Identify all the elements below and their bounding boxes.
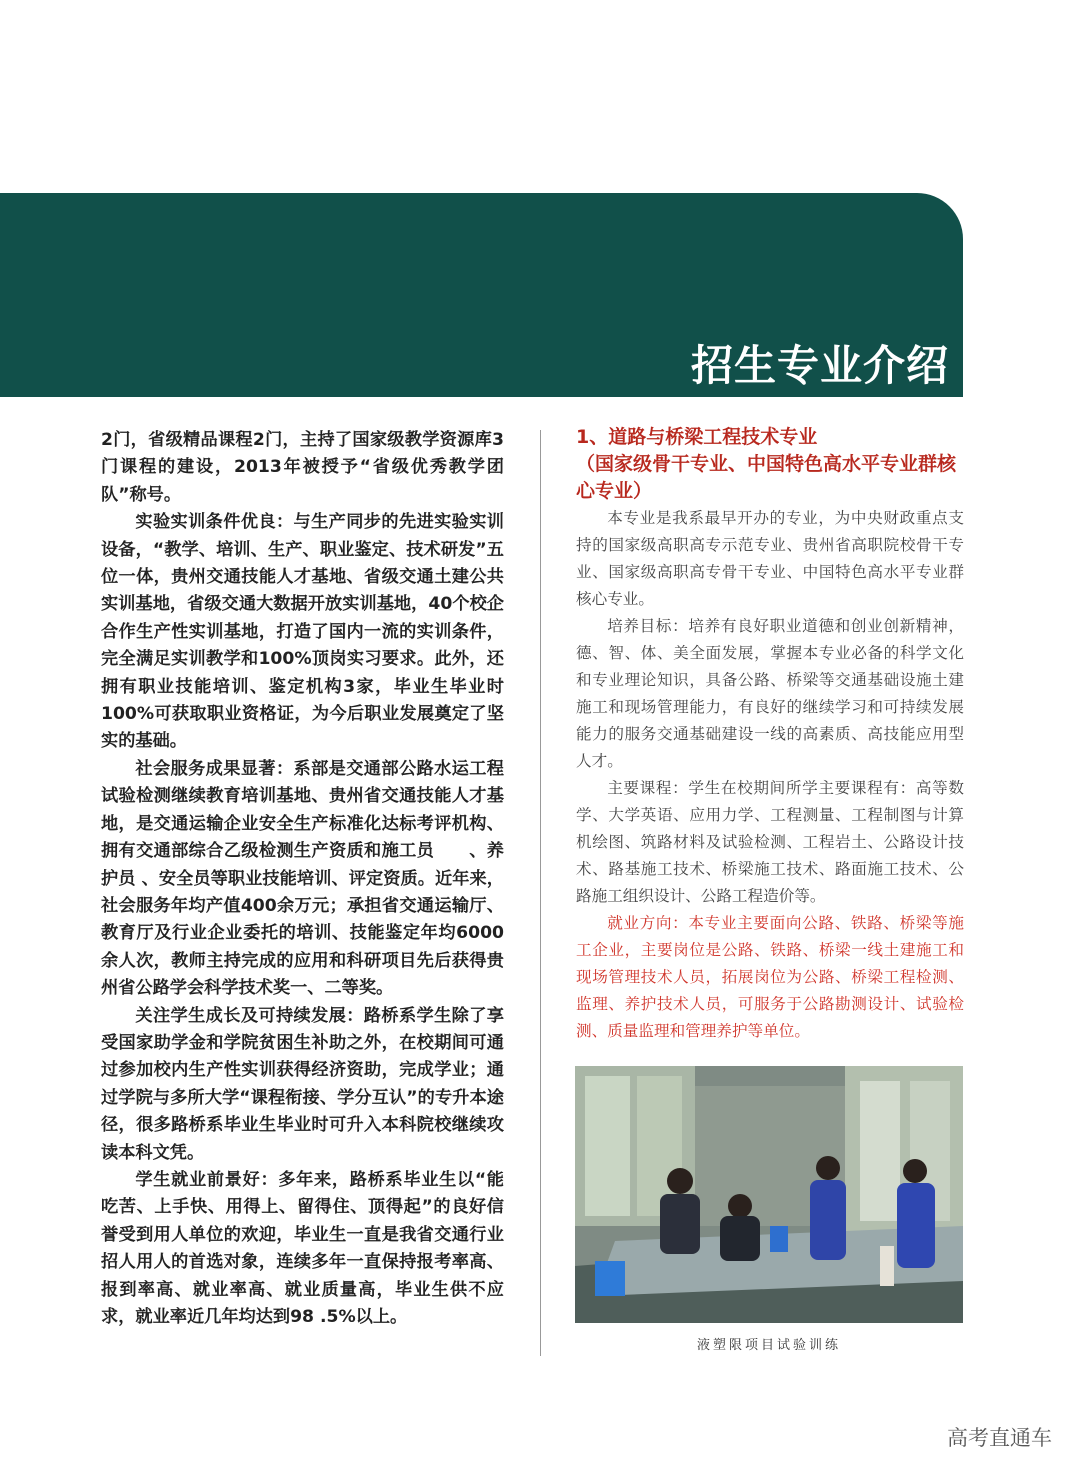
paragraph-employment-prospects: 学生就业前景好：多年来，路桥系毕业生以“能吃苦、上手快、用得上、留得住、顶得起”的良好信誉受到用人单位的欢迎，毕业生一直是我省交通行业招人用人的首选对象，连续多年一直保持报考率高、报到率高、就业率高、就业质量高，毕业生供不应求，就业率近几年均达到98 .5%以上。 xyxy=(101,1169,504,1327)
major-subtitle: （国家级骨干专业、中国特色高水平专业群核心专业） xyxy=(576,453,957,502)
watermark: 高考直通车 xyxy=(947,1426,1052,1450)
paragraph-career: 就业方向：本专业主要面向公路、铁路、桥梁等施工企业，主要岗位是公路、铁路、桥梁一线土建施工和现场管理技术人员，拓展岗位为公路、桥梁工程检测、监理、养护技术人员，可服务于公路勘测设计、试验检测、质量监理和管理养护等单位。 xyxy=(576,914,964,1040)
paragraph-goals: 培养目标：培养有良好职业道德和创业创新精神，德、智、体、美全面发展，掌握本专业必备的科学文化和专业理论知识，具备公路、桥梁等交通基础设施土建施工和现场管理能力，有良好的继续学习和可持续发展能力的服务交通基础建设一线的高素质、高技能应用型人才。 xyxy=(576,617,964,770)
paragraph-training-conditions: 实验实训条件优良：与生产同步的先进实验实训设备，“教学、培训、生产、职业鉴定、技术研发”五位一体，贵州交通技能人才基地、省级交通土建公共实训基地，省级交通大数据开放实训基地，40个校企合作生产性实训基地，打造了国内一流的实训条件，完全满足实训教学和100%顶岗实习要求。此外，还拥有职业技能培训、鉴定机构3家，毕业生毕业时100%可获取职业资格证，为今后职业发展奠定了坚实的基础。 xyxy=(101,512,504,752)
banner-title: 招生专业介绍 xyxy=(690,341,949,390)
paragraph-social-service: 社会服务成果显著：系部是交通部公路水运工程试验检测继续教育培训基地、贵州省交通技能人才基地，是交通运输企业安全生产标准化达标考评机构、拥有交通部综合乙级检测生产资质和施工员 、养护员 、安全员等职业技能培训、评定资质。近年来，社会服务年均产值400余万元；承担省交通运输厅、教育厅及行业企业委托的培训、技能鉴定年均6000余人次，教师主持完成的应用和科研项目先后获得贵州省公路学会科学技术奖一、二等奖。 xyxy=(101,758,504,999)
paragraph-intro: 本专业是我系最早开办的专业，为中央财政重点支持的国家级高职高专示范专业、贵州省高职院校骨干专业、国家级高职高专骨干专业、中国特色高水平专业群核心专业。 xyxy=(576,509,964,608)
paragraph-courses: 主要课程：学生在校期间所学主要课程有：高等数学、大学英语、应用力学、工程测量、工程制图与计算机绘图、筑路材料及试验检测、工程岩土、公路设计技术、路基施工技术、桥梁施工技术、路面施工技术、公路施工组织设计、公路工程造价等。 xyxy=(576,779,964,905)
photo-caption: 液塑限项目试验训练 xyxy=(696,1338,841,1353)
lab-training-photo xyxy=(575,1066,963,1323)
right-column xyxy=(576,424,964,1045)
paragraph-team: 2门，省级精品课程2门，主持了国家级教学资源库3门课程的建设，2013年被授予“省级优秀教学团队”称号。 xyxy=(101,430,504,505)
paragraph-student-growth: 关注学生成长及可持续发展：路桥系学生除了享受国家助学金和学院贫困生补助之外，在校期间可通过参加校内生产性实训获得经济资助，完成学业；通过学院与多所大学“课程衔接、学分互认”的专升本途径，很多路桥系毕业生毕业时可升入本科院校继续攻读本科文凭。 xyxy=(101,1005,504,1163)
column-divider xyxy=(540,430,541,1356)
section-banner xyxy=(0,193,963,397)
left-column xyxy=(101,427,504,1331)
major-title: 1、道路与桥梁工程技术专业 xyxy=(576,426,818,448)
